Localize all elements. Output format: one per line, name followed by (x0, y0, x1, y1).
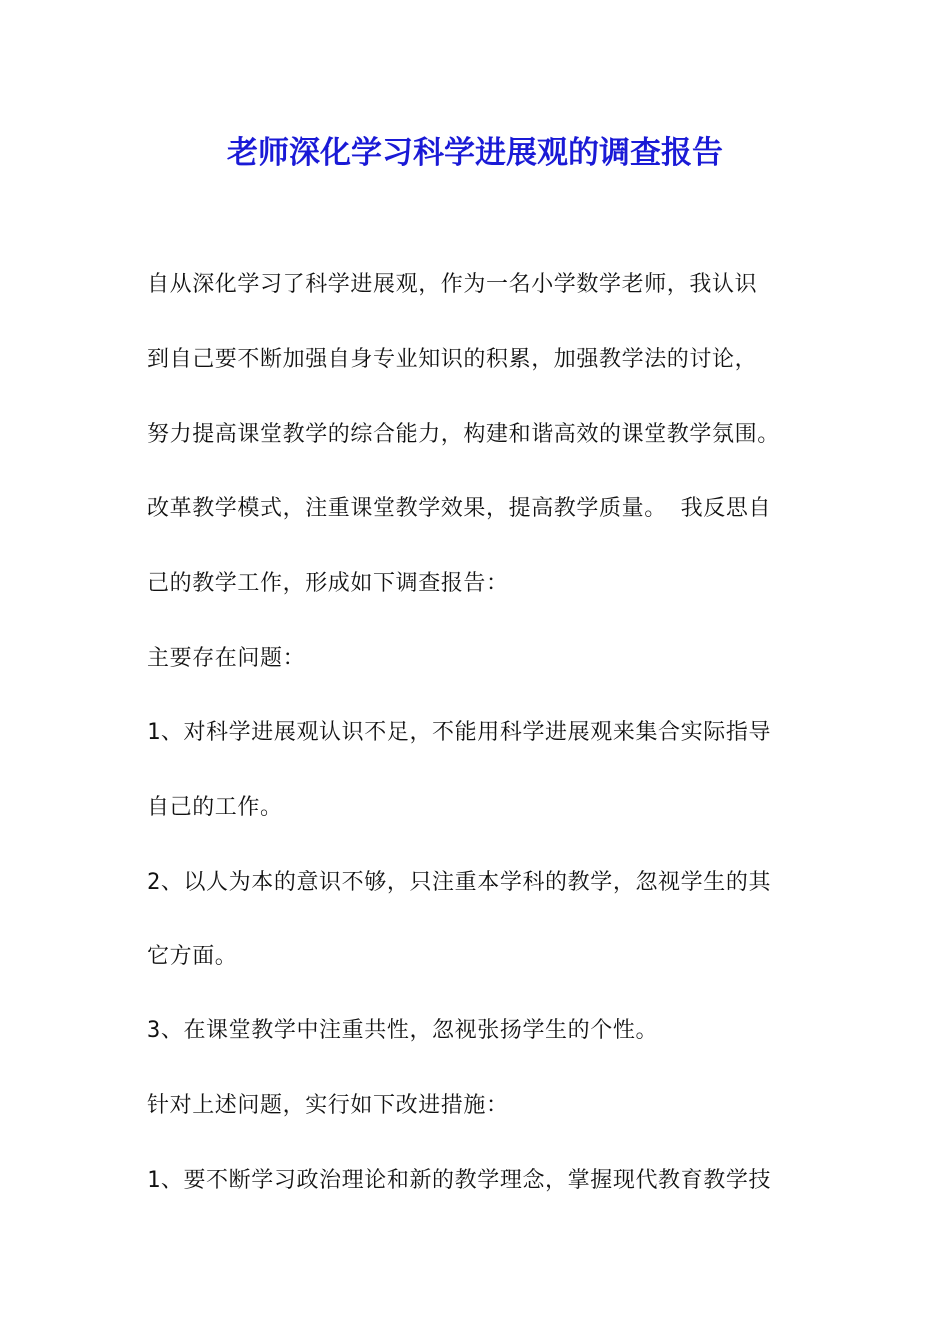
body-line: 己的教学工作，形成如下调查报告： (147, 571, 509, 596)
section-heading: 主要存在问题： (147, 646, 306, 671)
section-heading: 针对上述问题，实行如下改进措施： (147, 1093, 509, 1118)
body-line: 努力提高课堂教学的综合能力，构建和谐高效的课堂教学氛围。 (147, 422, 780, 447)
body-line: 到自己要不断加强自身专业知识的积累，加强教学法的讨论， (147, 347, 758, 372)
body-line: 1、对科学进展观认识不足，不能用科学进展观来集合实际指导 (147, 720, 772, 745)
body-line: 改革教学模式，注重课堂教学效果，提高教学质量。 我反思自 (147, 496, 772, 521)
body-line: 自从深化学习了科学进展观，作为一名小学数学老师，我认识 (147, 272, 758, 297)
body-line: 自己的工作。 (147, 795, 283, 820)
document-title: 老师深化学习科学进展观的调查报告 (227, 135, 723, 171)
body-line: 它方面。 (147, 944, 238, 969)
body-line: 3、在课堂教学中注重共性，忽视张扬学生的个性。 (147, 1018, 659, 1043)
body-line: 1、要不断学习政治理论和新的教学理念，掌握现代教育教学技 (147, 1168, 772, 1193)
body-line: 2、以人为本的意识不够，只注重本学科的教学，忽视学生的其 (147, 870, 772, 895)
